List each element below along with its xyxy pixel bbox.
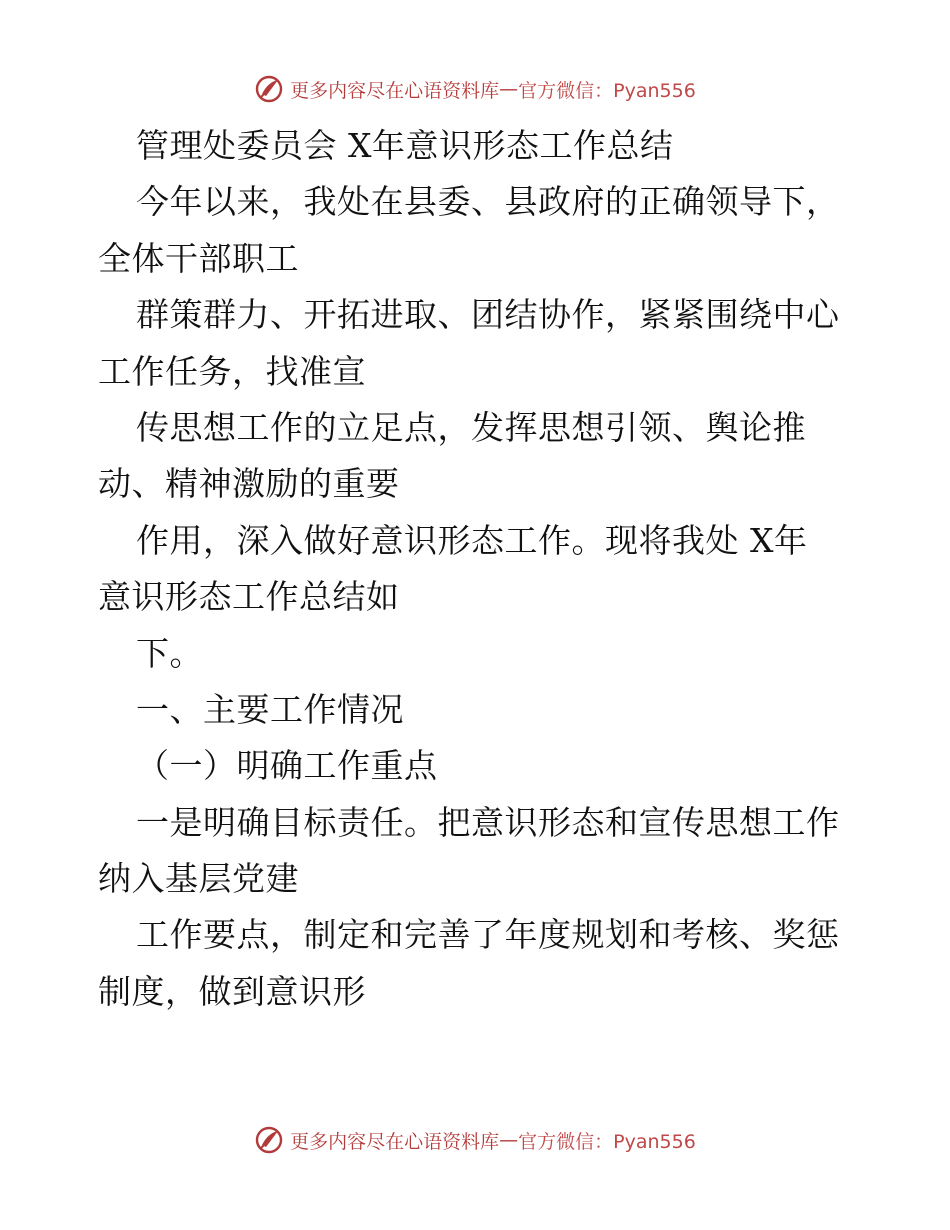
doc-line: 制度，做到意识形	[98, 971, 366, 1011]
doc-line: 传思想工作的立足点，发挥思想引领、舆论推	[136, 407, 806, 447]
subsection-heading: （一）明确工作重点	[136, 746, 438, 786]
doc-line: 意识形态工作总结如	[98, 577, 400, 617]
doc-line: 动、精神激励的重要	[98, 464, 400, 504]
document-body	[98, 118, 854, 1020]
doc-line: 工作要点，制定和完善了年度规划和考核、奖惩	[136, 915, 840, 955]
watermark-text: 更多内容尽在心语资料库	[290, 79, 500, 102]
watermark-wechat: 官方微信：Pyan556	[518, 1130, 696, 1153]
brush-pen-logo-icon	[254, 74, 284, 104]
doc-line: 全体干部职工	[98, 238, 299, 278]
doc-line: 群策群力、开拓进取、团结协作，紧紧围绕中心	[136, 295, 840, 335]
doc-line: 一是明确目标责任。把意识形态和宣传思想工作	[136, 802, 840, 842]
footer-watermark	[0, 1122, 950, 1158]
doc-line: 作用，深入做好意识形态工作。现将我处 X年	[136, 520, 808, 560]
doc-title: 管理处委员会 X年意识形态工作总结	[136, 126, 674, 165]
doc-line: 纳入基层党建	[98, 859, 299, 899]
brush-pen-logo-icon	[254, 1125, 284, 1155]
watermark-wechat: 官方微信：Pyan556	[518, 79, 696, 102]
doc-line: 今年以来，我处在县委、县政府的正确领导下，	[136, 182, 840, 222]
watermark-dash: —	[499, 78, 519, 100]
doc-line: 下。	[136, 633, 203, 673]
header-watermark	[0, 71, 950, 107]
section-heading: 一、主要工作情况	[136, 689, 404, 729]
doc-line: 工作任务，找准宣	[98, 351, 366, 391]
watermark-text: 更多内容尽在心语资料库	[290, 1130, 500, 1153]
watermark-dash: —	[499, 1129, 519, 1151]
